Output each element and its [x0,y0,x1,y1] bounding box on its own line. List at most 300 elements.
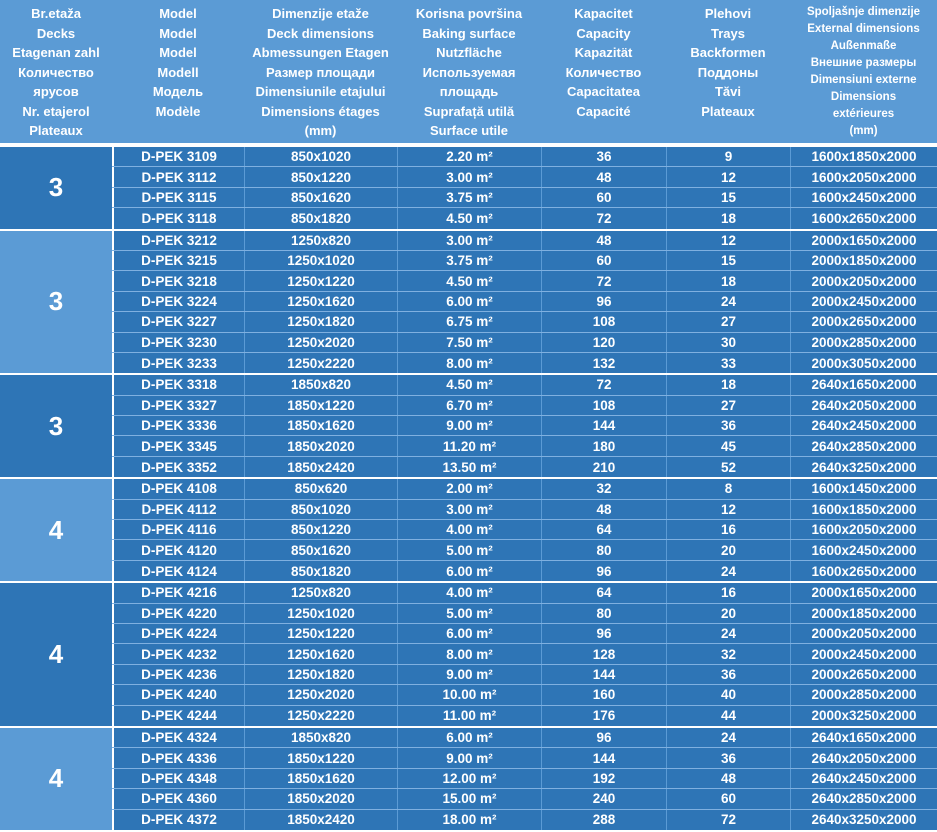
deck-dimensions-cell: 1250x1620 [244,644,397,663]
trays-cell: 27 [666,312,790,331]
header-line: External dimensions [807,23,920,35]
trays-cell: 24 [666,292,790,311]
external-dimensions-cell: 2000x2650x2000 [790,312,937,331]
table-row [112,520,937,540]
group-rows [112,231,937,374]
deck-dimensions-cell: 1250x1220 [244,271,397,290]
header-line: Modell [157,64,199,80]
capacity-cell: 144 [541,748,666,767]
external-dimensions-cell: 2000x1650x2000 [790,583,937,602]
model-cell: D-PEK 3233 [112,353,244,373]
header-decks [0,0,112,143]
header-line: Backformen [690,45,766,60]
deck-dimensions-cell: 1250x820 [244,231,397,250]
capacity-cell: 60 [541,188,666,207]
model-cell: D-PEK 4120 [112,540,244,559]
trays-cell: 15 [666,251,790,270]
trays-cell: 12 [666,167,790,186]
table-row [112,167,937,187]
model-cell: D-PEK 4112 [112,500,244,519]
deck-group [0,147,937,231]
capacity-cell: 64 [541,583,666,602]
group-rows [112,583,937,726]
deck-group [0,231,937,376]
external-dimensions-cell: 2640x2050x2000 [790,748,937,767]
table-row [112,810,937,830]
external-dimensions-cell: 2640x2450x2000 [790,416,937,435]
baking-surface-cell: 7.50 m² [397,333,541,352]
trays-cell: 18 [666,375,790,394]
group-rows [112,479,937,581]
table-row [112,353,937,373]
external-dimensions-cell: 2640x2050x2000 [790,396,937,415]
trays-cell: 18 [666,271,790,290]
capacity-cell: 96 [541,292,666,311]
baking-surface-cell: 9.00 m² [397,665,541,684]
external-dimensions-cell: 1600x1450x2000 [790,479,937,498]
model-cell: D-PEK 3212 [112,231,244,250]
model-cell: D-PEK 4232 [112,644,244,663]
deck-dimensions-cell: 1850x2420 [244,810,397,830]
deck-group [0,375,937,479]
capacity-cell: 160 [541,685,666,704]
model-cell: D-PEK 4348 [112,769,244,788]
header-line: Capacité [576,103,631,119]
trays-cell: 8 [666,479,790,498]
table-row [112,706,937,726]
external-dimensions-cell: 2640x1650x2000 [790,375,937,394]
trays-cell: 9 [666,147,790,166]
deck-count: 4 [0,583,112,726]
deck-dimensions-cell: 1250x2020 [244,685,397,704]
model-cell: D-PEK 4220 [112,604,244,623]
model-cell: D-PEK 3230 [112,333,244,352]
capacity-cell: 96 [541,561,666,581]
header-line: Abmessungen Etagen [252,45,389,60]
deck-dimensions-cell: 1250x820 [244,583,397,602]
capacity-cell: 108 [541,312,666,331]
header-trays [666,0,790,143]
header-line: Plehovi [704,6,752,21]
trays-cell: 12 [666,231,790,250]
header-line: Количество [565,64,642,80]
header-line: Model [159,6,197,21]
capacity-cell: 72 [541,271,666,290]
table-row [112,292,937,312]
capacity-cell: 72 [541,375,666,394]
header-line: Nutzfläche [436,45,502,60]
external-dimensions-cell: 1600x2050x2000 [790,520,937,539]
header-line: Nr. etajerol [22,103,90,119]
external-dimensions-cell: 2640x2450x2000 [790,769,937,788]
trays-cell: 72 [666,810,790,830]
trays-cell: 24 [666,561,790,581]
trays-cell: 30 [666,333,790,352]
header-line: Etagenan zahl [12,45,100,60]
header-line: Modèle [155,103,201,119]
trays-cell: 12 [666,500,790,519]
capacity-cell: 96 [541,728,666,747]
table-row [112,436,937,456]
baking-surface-cell: 4.50 m² [397,208,541,228]
header-line: Deck dimensions [267,25,374,41]
header-line: Spoljašnje dimenzije [806,6,921,18]
header-line: Model [159,45,197,60]
deck-dimensions-cell: 1250x1820 [244,665,397,684]
baking-surface-cell: 10.00 m² [397,685,541,704]
baking-surface-cell: 4.00 m² [397,583,541,602]
baking-surface-cell: 6.00 m² [397,292,541,311]
table-row [112,479,937,499]
deck-dimensions-cell: 1250x2220 [244,706,397,726]
capacity-cell: 108 [541,396,666,415]
external-dimensions-cell: 2000x2450x2000 [790,292,937,311]
external-dimensions-cell: 2640x3250x2000 [790,457,937,477]
deck-dimensions-cell: 1250x2220 [244,353,397,373]
capacity-cell: 210 [541,457,666,477]
table-row [112,416,937,436]
table-row [112,644,937,664]
external-dimensions-cell: 2640x3250x2000 [790,810,937,830]
capacity-cell: 48 [541,167,666,186]
header-baking-surface [397,0,541,143]
external-dimensions-cell: 2640x1650x2000 [790,728,937,747]
trays-cell: 24 [666,728,790,747]
baking-surface-cell: 11.00 m² [397,706,541,726]
header-line: Размер площади [266,64,375,80]
table-body [0,147,937,832]
deck-dimensions-cell: 850x1620 [244,540,397,559]
model-cell: D-PEK 3327 [112,396,244,415]
capacity-cell: 60 [541,251,666,270]
model-cell: D-PEK 4240 [112,685,244,704]
deck-count: 3 [0,147,112,229]
trays-cell: 44 [666,706,790,726]
capacity-cell: 48 [541,231,666,250]
header-external-dimensions [790,0,937,143]
deck-count: 3 [0,375,112,477]
header-line: Model [159,25,197,41]
header-line: Внешние размеры [810,57,917,69]
capacity-cell: 144 [541,416,666,435]
trays-cell: 16 [666,583,790,602]
deck-dimensions-cell: 1850x2020 [244,436,397,455]
baking-surface-cell: 2.00 m² [397,479,541,498]
deck-dimensions-cell: 850x620 [244,479,397,498]
trays-cell: 24 [666,624,790,643]
external-dimensions-cell: 1600x1850x2000 [790,147,937,166]
external-dimensions-cell: 2000x1850x2000 [790,251,937,270]
header-line: Korisna površina [415,6,523,21]
table-row [112,561,937,581]
table-row [112,457,937,477]
capacity-cell: 144 [541,665,666,684]
trays-cell: 15 [666,188,790,207]
capacity-cell: 176 [541,706,666,726]
capacity-cell: 48 [541,500,666,519]
external-dimensions-cell: 2000x1650x2000 [790,231,937,250]
group-rows [112,375,937,477]
model-cell: D-PEK 3112 [112,167,244,186]
model-cell: D-PEK 3318 [112,375,244,394]
capacity-cell: 32 [541,479,666,498]
deck-dimensions-cell: 850x1020 [244,500,397,519]
deck-group [0,583,937,728]
model-cell: D-PEK 4244 [112,706,244,726]
trays-cell: 20 [666,540,790,559]
header-line: Suprafață utilă [423,103,515,119]
baking-surface-cell: 3.00 m² [397,500,541,519]
deck-dimensions-cell: 1850x1620 [244,416,397,435]
trays-cell: 33 [666,353,790,373]
header-deck-dimensions [244,0,397,143]
table-row [112,583,937,603]
deck-dimensions-cell: 850x1820 [244,208,397,228]
table-header [0,0,937,143]
trays-cell: 60 [666,789,790,808]
model-cell: D-PEK 3227 [112,312,244,331]
baking-surface-cell: 9.00 m² [397,748,541,767]
deck-count: 4 [0,479,112,581]
deck-dimensions-cell: 850x1620 [244,188,397,207]
header-line: Br.etaža [31,6,81,21]
header-line: Trays [711,25,745,41]
header-line: Plateaux [29,123,83,138]
header-line: (mm) [304,123,337,138]
table-row [112,604,937,624]
capacity-cell: 120 [541,333,666,352]
external-dimensions-cell: 2000x2650x2000 [790,665,937,684]
capacity-cell: 288 [541,810,666,830]
deck-dimensions-cell: 1850x2020 [244,789,397,808]
header-model [112,0,244,143]
deck-dimensions-cell: 1250x1620 [244,292,397,311]
table-row [112,789,937,809]
model-cell: D-PEK 4336 [112,748,244,767]
trays-cell: 48 [666,769,790,788]
deck-dimensions-cell: 1250x1220 [244,624,397,643]
external-dimensions-cell: 2000x2850x2000 [790,333,937,352]
model-cell: D-PEK 3115 [112,188,244,207]
baking-surface-cell: 6.00 m² [397,728,541,747]
deck-dimensions-cell: 850x1220 [244,520,397,539]
trays-cell: 18 [666,208,790,228]
header-line: Plateaux [701,103,755,119]
header-line: Dimensiuni externe [810,74,917,86]
baking-surface-cell: 8.00 m² [397,353,541,373]
model-cell: D-PEK 3345 [112,436,244,455]
model-cell: D-PEK 4372 [112,810,244,830]
model-cell: D-PEK 4116 [112,520,244,539]
deck-group [0,479,937,583]
trays-cell: 36 [666,665,790,684]
baking-surface-cell: 4.00 m² [397,520,541,539]
table-row [112,769,937,789]
trays-cell: 32 [666,644,790,663]
model-cell: D-PEK 4224 [112,624,244,643]
table-row [112,333,937,353]
trays-cell: 45 [666,436,790,455]
baking-surface-cell: 6.00 m² [397,561,541,581]
header-line: Количество ярусов [18,64,94,99]
table-row [112,208,937,228]
baking-surface-cell: 4.50 m² [397,271,541,290]
deck-dimensions-cell: 850x1020 [244,147,397,166]
capacity-cell: 192 [541,769,666,788]
model-cell: D-PEK 4108 [112,479,244,498]
deck-dimensions-cell: 1850x2420 [244,457,397,477]
table-row [112,685,937,705]
header-line: Decks [36,25,76,41]
model-cell: D-PEK 3352 [112,457,244,477]
header-line: Dimensiunile etajului [255,84,386,99]
header-line: Используемая площадь [422,64,516,99]
external-dimensions-cell: 2640x2850x2000 [790,436,937,455]
table-row [112,665,937,685]
deck-dimensions-cell: 1850x1220 [244,748,397,767]
baking-surface-cell: 6.00 m² [397,624,541,643]
header-line: Außenmaße [830,40,897,52]
model-cell: D-PEK 3215 [112,251,244,270]
table-row [112,251,937,271]
baking-surface-cell: 3.00 m² [397,167,541,186]
deck-dimensions-cell: 1850x1220 [244,396,397,415]
external-dimensions-cell: 1600x2050x2000 [790,167,937,186]
deck-dimensions-cell: 850x1220 [244,167,397,186]
deck-count: 3 [0,231,112,374]
model-cell: D-PEK 3109 [112,147,244,166]
baking-surface-cell: 6.75 m² [397,312,541,331]
capacity-cell: 72 [541,208,666,228]
model-cell: D-PEK 3118 [112,208,244,228]
baking-surface-cell: 4.50 m² [397,375,541,394]
baking-surface-cell: 3.00 m² [397,231,541,250]
external-dimensions-cell: 1600x1850x2000 [790,500,937,519]
baking-surface-cell: 5.00 m² [397,604,541,623]
external-dimensions-cell: 1600x2650x2000 [790,561,937,581]
capacity-cell: 36 [541,147,666,166]
header-line: Dimensions étages [261,103,380,119]
group-rows [112,147,937,229]
capacity-cell: 132 [541,353,666,373]
capacity-cell: 64 [541,520,666,539]
external-dimensions-cell: 2000x1850x2000 [790,604,937,623]
deck-dimensions-cell: 1250x1820 [244,312,397,331]
table-row [112,231,937,251]
baking-surface-cell: 6.70 m² [397,396,541,415]
deck-group [0,728,937,832]
table-row [112,147,937,167]
table-row [112,748,937,768]
header-line: (mm) [849,125,878,137]
header-line: Dimensions extérieures [830,91,897,120]
table-row [112,375,937,395]
deck-dimensions-cell: 1850x1620 [244,769,397,788]
external-dimensions-cell: 2000x2050x2000 [790,271,937,290]
baking-surface-cell: 2.20 m² [397,147,541,166]
baking-surface-cell: 8.00 m² [397,644,541,663]
external-dimensions-cell: 2000x3250x2000 [790,706,937,726]
header-line: Поддоны [697,64,759,80]
capacity-cell: 80 [541,604,666,623]
model-cell: D-PEK 3224 [112,292,244,311]
trays-cell: 36 [666,748,790,767]
deck-dimensions-cell: 1250x1020 [244,251,397,270]
deck-dimensions-cell: 1850x820 [244,375,397,394]
deck-dimensions-cell: 1250x1020 [244,604,397,623]
header-line: Модель [152,84,204,99]
deck-dimensions-cell: 1850x820 [244,728,397,747]
header-line: Capacitatea [567,84,640,99]
header-line: Capacity [576,25,631,41]
table-row [112,312,937,332]
trays-cell: 20 [666,604,790,623]
capacity-cell: 240 [541,789,666,808]
external-dimensions-cell: 2000x2050x2000 [790,624,937,643]
header-line: Surface utile [429,123,509,138]
model-cell: D-PEK 4324 [112,728,244,747]
baking-surface-cell: 5.00 m² [397,540,541,559]
model-cell: D-PEK 4124 [112,561,244,581]
baking-surface-cell: 11.20 m² [397,436,541,455]
table-row [112,396,937,416]
header-line: Dimenzije etaže [272,6,369,21]
table-row [112,500,937,520]
header-line: Kapacitet [574,6,633,21]
capacity-cell: 128 [541,644,666,663]
external-dimensions-cell: 1600x2650x2000 [790,208,937,228]
deck-count: 4 [0,728,112,830]
external-dimensions-cell: 1600x2450x2000 [790,540,937,559]
external-dimensions-cell: 1600x2450x2000 [790,188,937,207]
trays-cell: 36 [666,416,790,435]
baking-surface-cell: 15.00 m² [397,789,541,808]
baking-surface-cell: 13.50 m² [397,457,541,477]
table-row [112,624,937,644]
model-cell: D-PEK 3336 [112,416,244,435]
model-cell: D-PEK 4360 [112,789,244,808]
external-dimensions-cell: 2000x2450x2000 [790,644,937,663]
trays-cell: 27 [666,396,790,415]
model-cell: D-PEK 4216 [112,583,244,602]
deck-dimensions-cell: 1250x2020 [244,333,397,352]
header-line: Tăvi [714,84,741,99]
capacity-cell: 80 [541,540,666,559]
header-line: Kapazität [574,45,633,60]
external-dimensions-cell: 2000x3050x2000 [790,353,937,373]
table-row [112,540,937,560]
model-cell: D-PEK 4236 [112,665,244,684]
baking-surface-cell: 18.00 m² [397,810,541,830]
capacity-cell: 96 [541,624,666,643]
capacity-cell: 180 [541,436,666,455]
trays-cell: 52 [666,457,790,477]
header-line: Baking surface [422,25,516,41]
header-capacity [541,0,666,143]
external-dimensions-cell: 2640x2850x2000 [790,789,937,808]
baking-surface-cell: 12.00 m² [397,769,541,788]
baking-surface-cell: 9.00 m² [397,416,541,435]
baking-surface-cell: 3.75 m² [397,188,541,207]
trays-cell: 40 [666,685,790,704]
trays-cell: 16 [666,520,790,539]
external-dimensions-cell: 2000x2850x2000 [790,685,937,704]
table-row [112,728,937,748]
table-row [112,271,937,291]
group-rows [112,728,937,830]
table-row [112,188,937,208]
baking-surface-cell: 3.75 m² [397,251,541,270]
